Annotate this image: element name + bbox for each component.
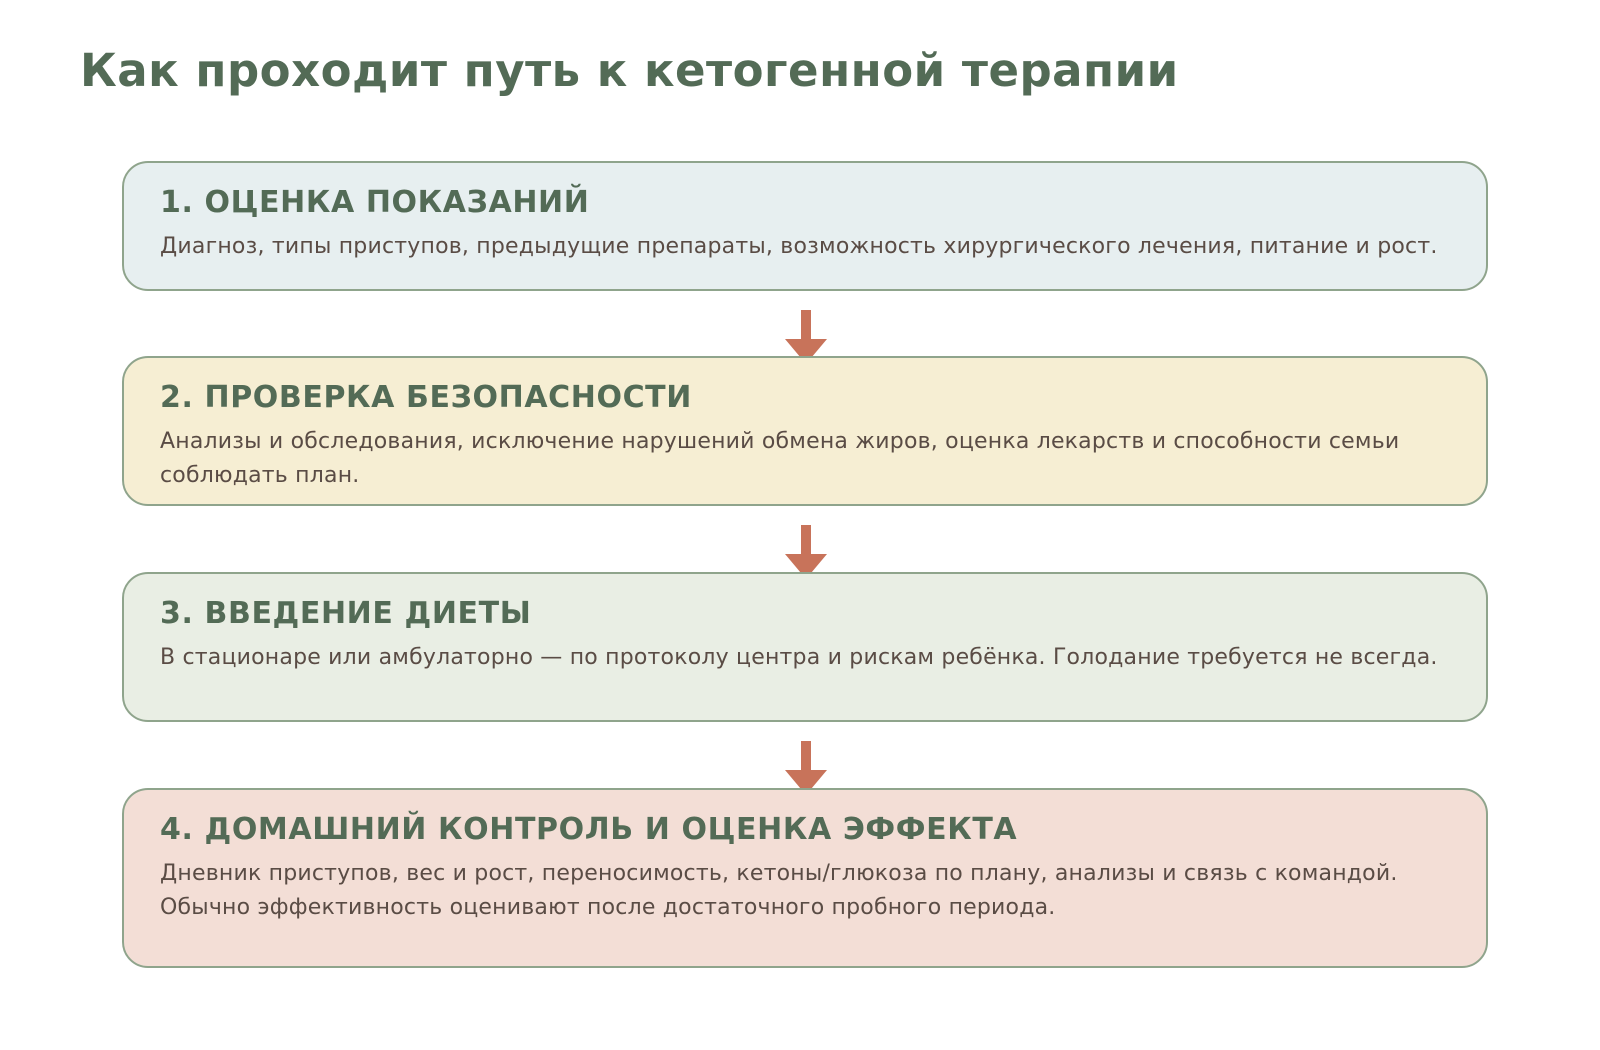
step-box-home-monitoring [122, 788, 1488, 968]
step-description: Диагноз, типы приступов, предыдущие препараты, возможность хирургического лечения, питание и рост. [160, 234, 1438, 259]
step-description: Анализы и обследования, исключение нарушений обмена жиров, оценка лекарств и способности семьи соблюдать план. [160, 429, 1400, 488]
arrow-down-icon [785, 741, 827, 795]
step-box-diet-introduction [122, 572, 1488, 722]
arrow-down-icon [785, 525, 827, 579]
step-title: 2. ПРОВЕРКА БЕЗОПАСНОСТИ [160, 380, 692, 415]
step-title: 1. ОЦЕНКА ПОКАЗАНИЙ [160, 185, 590, 220]
step-description: Дневник приступов, вес и рост, переносимость, кетоны/глюкоза по плану, анализы и связь с командой. Обычно эффективность оценивают после достаточного пробного периода. [160, 861, 1398, 920]
step-description: В стационаре или амбулаторно — по протоколу центра и рискам ребёнка. Голодание требуется не всегда. [160, 645, 1438, 670]
step-box-safety-check [122, 356, 1488, 506]
page-title: Как проходит путь к кетогенной терапии [80, 44, 1179, 97]
step-box-assessment [122, 161, 1488, 291]
step-title: 4. ДОМАШНИЙ КОНТРОЛЬ И ОЦЕНКА ЭФФЕКТА [160, 812, 1018, 847]
step-title: 3. ВВЕДЕНИЕ ДИЕТЫ [160, 596, 532, 631]
